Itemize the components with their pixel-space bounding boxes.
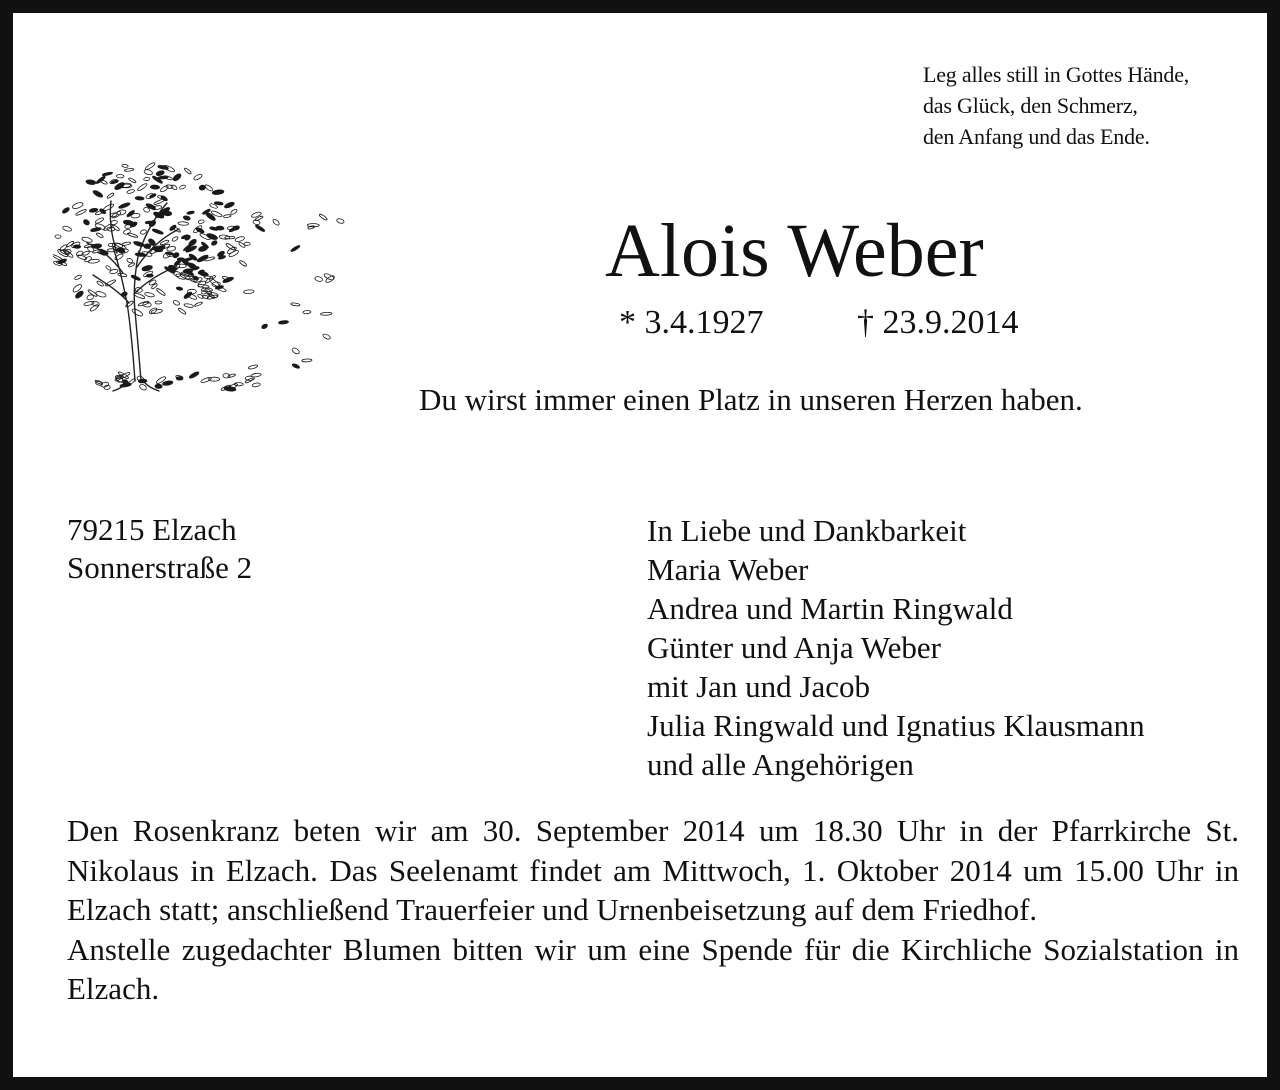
mourner-line: und alle Angehörigen xyxy=(647,747,914,782)
verse-line: Leg alles still in Gottes Hände, xyxy=(923,62,1190,87)
verse xyxy=(923,59,1189,152)
address-line: 79215 Elzach xyxy=(67,512,237,547)
motto: Du wirst immer einen Platz in unseren Herzen haben. xyxy=(419,382,1083,417)
mourner-line: Maria Weber xyxy=(647,552,809,587)
deceased-name: Alois Weber xyxy=(605,209,984,293)
death-date: † 23.9.2014 xyxy=(857,304,1019,341)
address-line: Sonnerstraße 2 xyxy=(67,550,253,585)
birth-date: * 3.4.1927 xyxy=(619,304,764,341)
mourner-line: Andrea und Martin Ringwald xyxy=(647,591,1013,626)
service-paragraph: Den Rosenkranz beten wir am 30. September 2014 um 18.30 Uhr in der Pfarrkirche St. Nikolaus in Elzach. Das Seelenamt findet am Mittwoch, 1. Oktober 2014 um 15.00 Uhr in Elzach statt; anschließend Trauerfeier und Urnenbeisetzung auf dem Friedhof. xyxy=(67,813,1239,927)
donation-paragraph: Anstelle zugedachter Blumen bitten wir um eine Spende für die Kirchliche Sozialstation in Elzach. xyxy=(67,931,1239,1006)
mourner-line: mit Jan und Jacob xyxy=(647,669,870,704)
mourner-line: Günter und Anja Weber xyxy=(647,630,941,665)
mourner-line: In Liebe und Dankbarkeit xyxy=(647,513,967,548)
verse-line: den Anfang und das Ende. xyxy=(923,124,1150,149)
verse-line: das Glück, den Schmerz, xyxy=(923,93,1138,118)
mourner-line: Julia Ringwald und Ignatius Klausmann xyxy=(647,708,1145,743)
service-notice xyxy=(67,811,1239,1009)
windblown-tree-icon xyxy=(53,143,353,403)
mourners-list xyxy=(647,511,1145,784)
address xyxy=(67,511,252,587)
